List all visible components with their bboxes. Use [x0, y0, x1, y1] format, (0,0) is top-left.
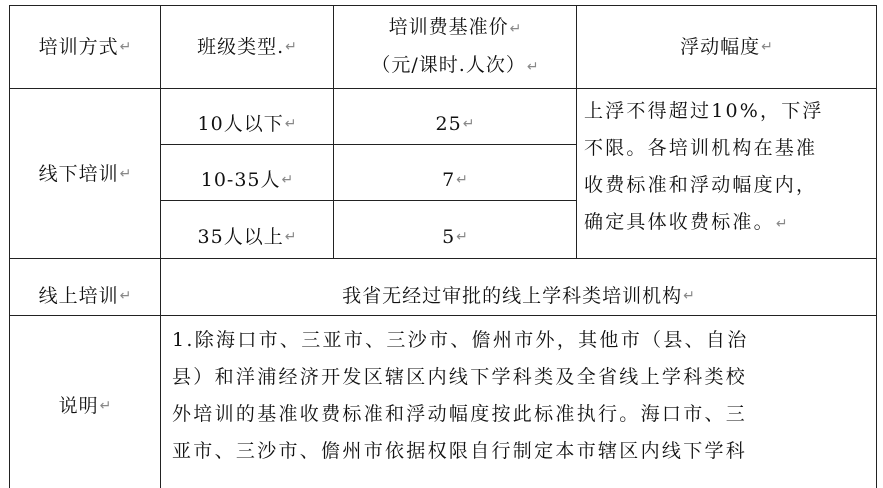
header-class-type-text: 班级类型.	[197, 36, 285, 58]
rule-right	[876, 5, 877, 488]
header-class-type	[161, 6, 333, 88]
paragraph-mark: ↵	[284, 229, 297, 245]
paragraph-mark: ↵	[462, 116, 475, 132]
offline-row-1-class-text: 10人以下	[197, 113, 284, 135]
online-label	[10, 259, 160, 315]
offline-row-3-class-text: 35人以上	[197, 226, 284, 248]
float-line-4-wrap	[584, 204, 876, 243]
rule-row2	[160, 200, 576, 201]
paragraph-mark: ↵	[761, 39, 773, 55]
paragraph-mark: ↵	[119, 39, 132, 55]
offline-row-1-price-text: 25	[435, 113, 462, 135]
online-text-content: 我省无经过审批的线上学科类培训机构	[342, 285, 683, 307]
notes-line-4: 亚市、三沙市、儋州市依据权限自行制定本市辖区内线下学科	[172, 440, 748, 462]
paragraph-mark: ↵	[119, 288, 132, 304]
offline-row-2-price-text: 7	[442, 169, 456, 191]
header-float-text: 浮动幅度	[680, 36, 761, 58]
notes-label	[10, 316, 160, 488]
offline-row-3-price	[334, 217, 576, 257]
offline-row-1-price	[334, 104, 576, 144]
paragraph-mark: ↵	[509, 21, 522, 37]
paragraph-mark: ↵	[683, 288, 695, 304]
offline-row-1-class	[161, 104, 333, 144]
notes-line-1: 1.除海口市、三亚市、三沙市、儋州市外，其他市（县、自治	[172, 329, 749, 351]
header-price-line1: 培训费基准价	[388, 16, 509, 38]
float-line-3: 收费标准和浮动幅度内，	[584, 174, 818, 196]
float-line-1: 上浮不得超过10%，下浮	[584, 100, 824, 122]
notes-label-text: 说明	[58, 395, 99, 417]
paragraph-mark: ↵	[526, 59, 539, 75]
offline-row-3-price-text: 5	[442, 226, 456, 248]
paragraph-mark: ↵	[285, 39, 297, 55]
offline-label-text: 线下培训	[38, 162, 119, 185]
paragraph-mark: ↵	[284, 116, 297, 132]
paragraph-mark: ↵	[281, 172, 294, 188]
online-text	[161, 259, 876, 315]
notes-text	[172, 322, 872, 470]
online-label-text: 线上培训	[38, 285, 119, 307]
header-price-line2-wrap	[371, 47, 538, 85]
rule-row1	[160, 144, 576, 145]
offline-row-3-class	[161, 217, 333, 257]
float-line-2: 不限。各培训机构在基准	[584, 137, 818, 159]
paragraph-mark: ↵	[99, 398, 112, 414]
header-mode	[10, 6, 160, 88]
paragraph-mark: ↵	[775, 216, 788, 232]
header-price-line1-wrap	[389, 9, 522, 47]
offline-label	[10, 89, 160, 258]
offline-row-2-price	[334, 160, 576, 200]
paragraph-mark: ↵	[119, 165, 132, 182]
offline-row-2-class-text: 10-35人	[200, 169, 281, 191]
notes-line-3: 外培训的基准收费标准和浮动幅度按此标准执行。海口市、三	[172, 403, 748, 425]
offline-row-2-class	[161, 160, 333, 200]
float-range-text	[584, 93, 876, 243]
header-price-line2: （元/课时.人次）	[371, 54, 526, 76]
float-line-4: 确定具体收费标准。	[584, 211, 775, 233]
header-price	[334, 6, 576, 88]
paragraph-mark: ↵	[456, 172, 468, 188]
notes-line-2: 县）和洋浦经济开发区辖区内线下学科类及全省线上学科类校	[172, 366, 748, 388]
header-mode-text: 培训方式	[38, 36, 119, 58]
paragraph-mark: ↵	[456, 229, 468, 245]
header-float	[577, 6, 876, 88]
